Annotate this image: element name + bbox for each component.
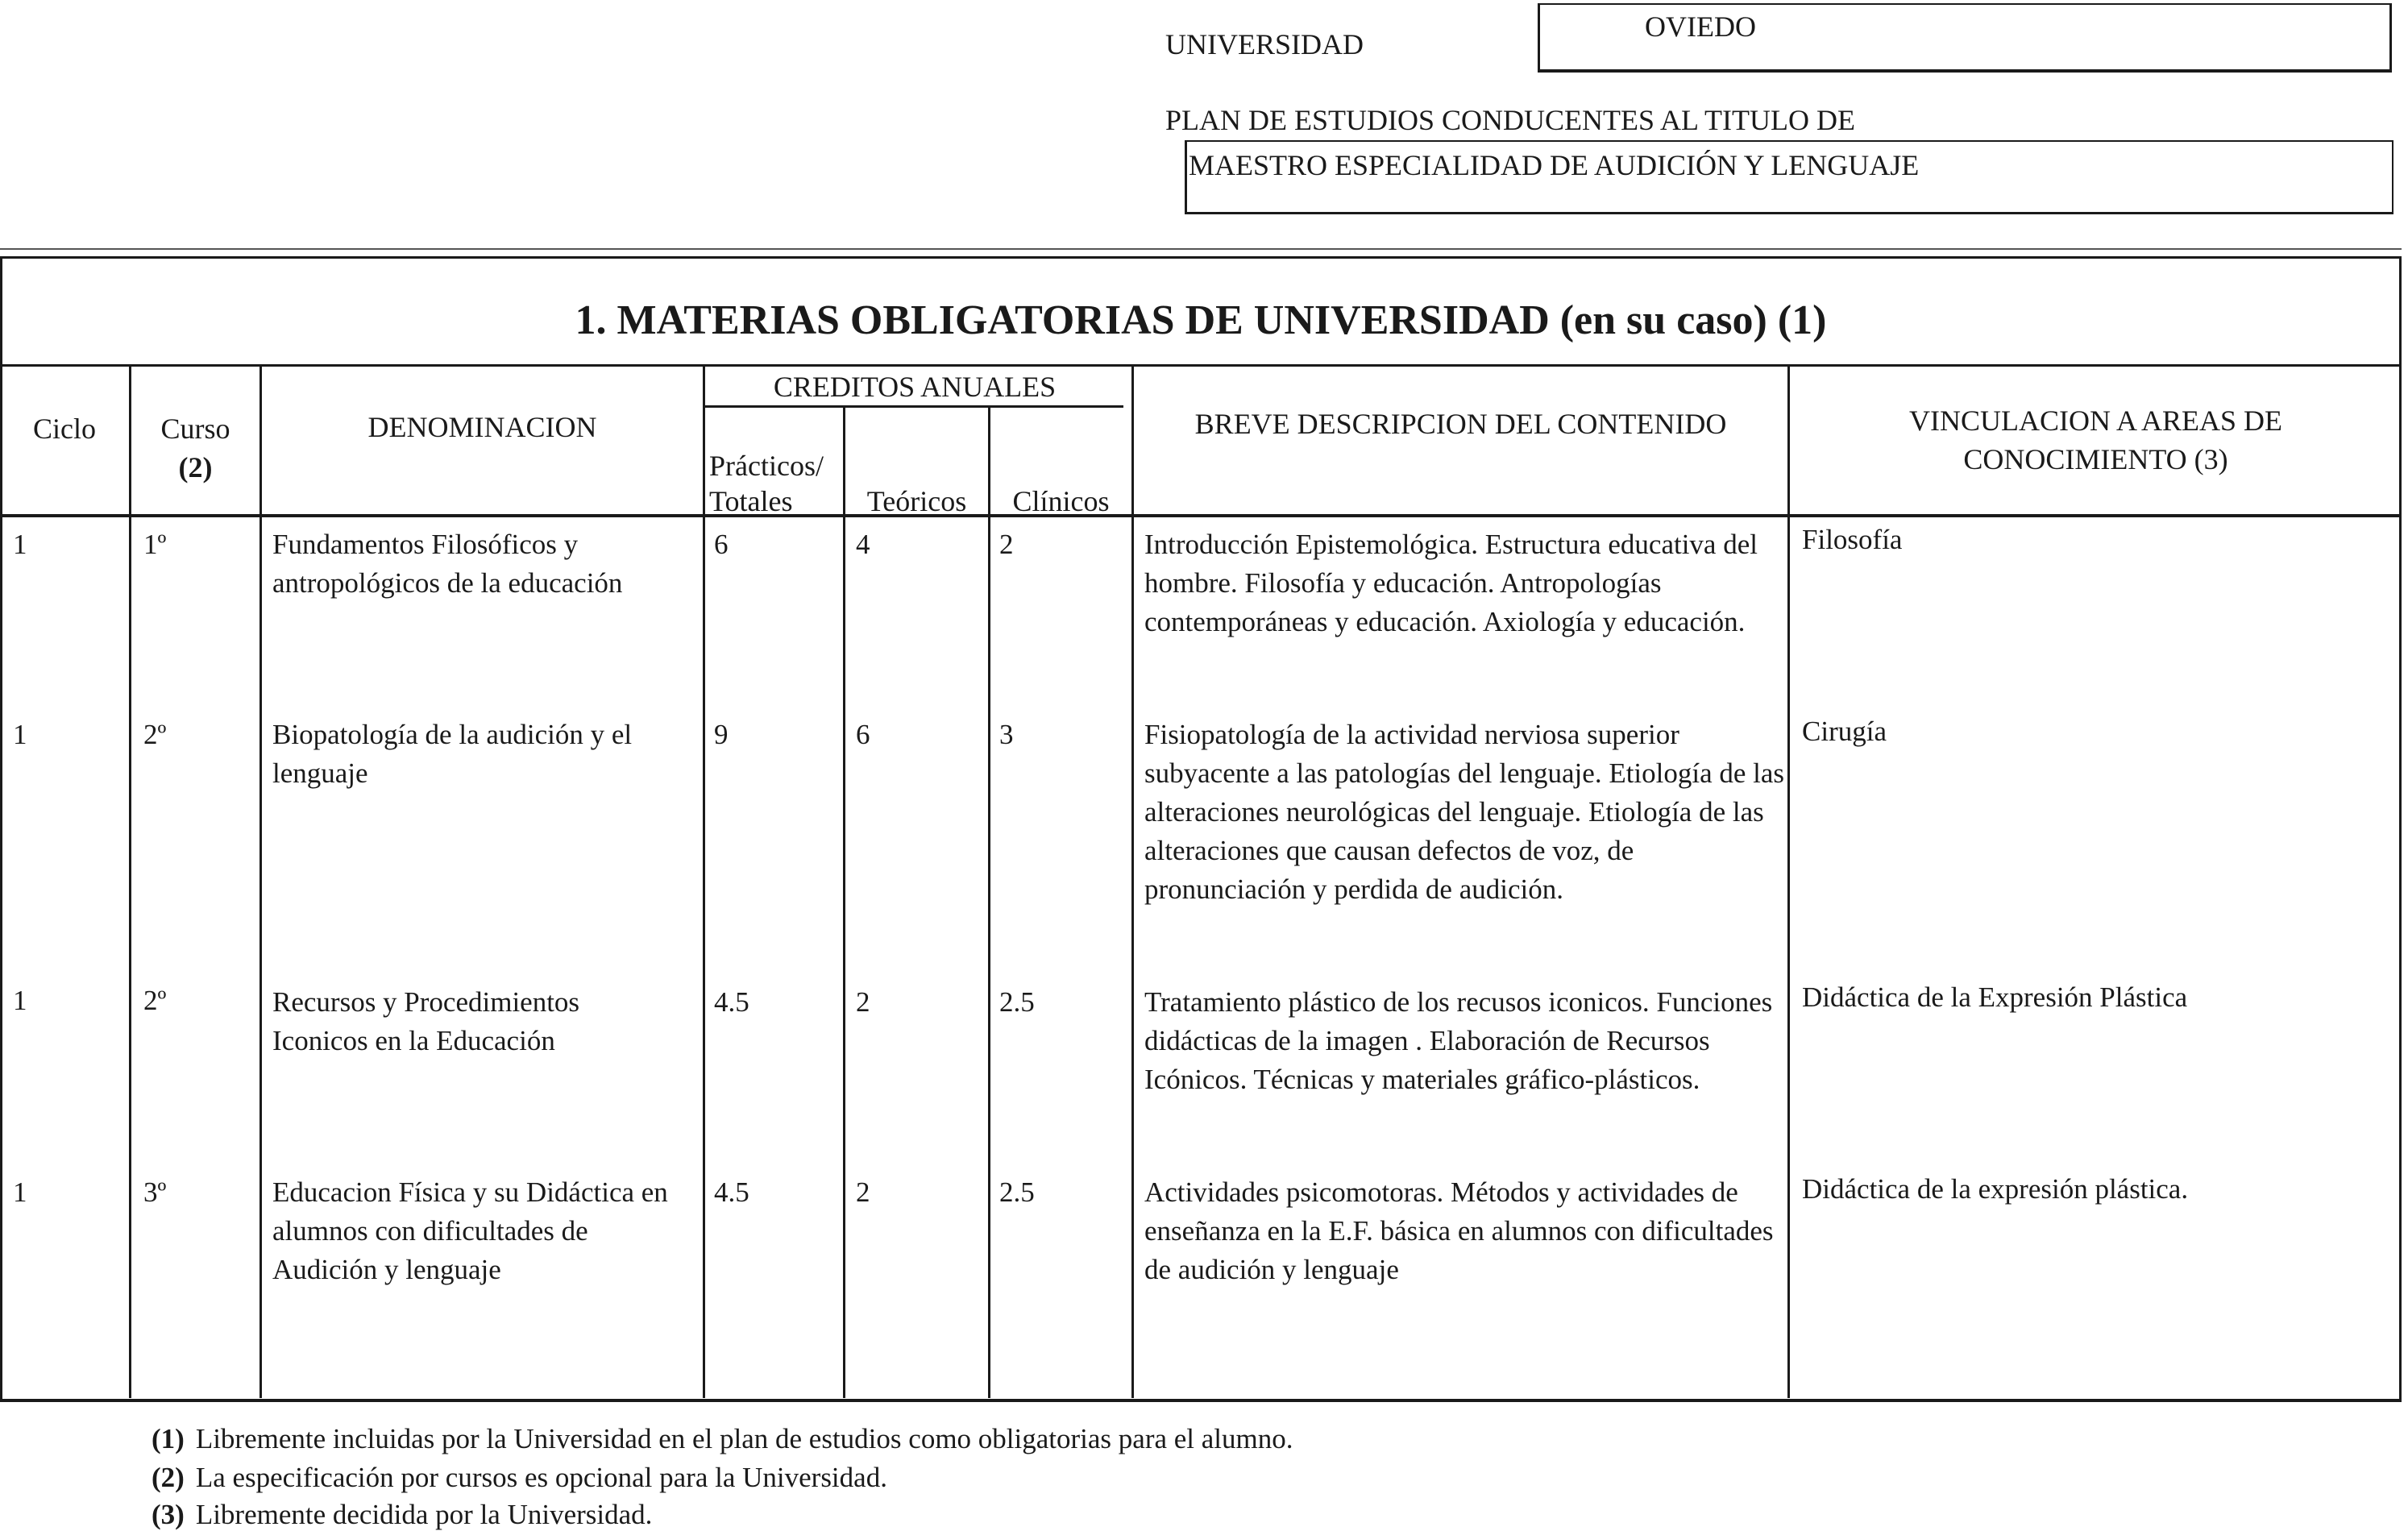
header-creditos: CREDITOS ANUALES: [773, 371, 1057, 403]
row2-ciclo: 1: [13, 719, 27, 750]
header-totales: Totales: [709, 485, 793, 517]
col-divider-curso: [259, 367, 262, 1398]
row3-vinculacion: Didáctica de la Expresión Plástica: [1802, 981, 2188, 1013]
footnote-1-text: Libremente incluidas por la Universidad en el plan de estudios como obligatorias para el alumno.: [195, 1423, 1293, 1454]
col-divider-totales: [843, 408, 845, 1398]
section-title: 1. MATERIAS OBLIGATORIAS DE UNIVERSIDAD (en su caso) (1): [575, 297, 1827, 343]
header-vinculacion-2: CONOCIMIENTO (3): [1963, 443, 2228, 475]
header-bottom-rule: [0, 514, 2402, 517]
header-curso-note: (2): [178, 451, 213, 483]
universidad-value: OVIEDO: [1645, 10, 1756, 43]
row1-vinculacion: Filosofía: [1802, 524, 1903, 555]
titulo-value: MAESTRO ESPECIALIDAD DE AUDICIÓN Y LENGUAJE: [1189, 149, 1920, 181]
footnote-3: [152, 1499, 652, 1531]
header-clinicos: Clínicos: [1012, 485, 1110, 517]
row4-vinculacion: Didáctica de la expresión plástica.: [1802, 1173, 2189, 1205]
row4-curso: 3º: [143, 1176, 167, 1208]
row3-denominacion: Recursos y Procedimientos Iconicos en la Educación: [272, 986, 580, 1056]
row3-totales: 4.5: [714, 986, 749, 1018]
row3-descripcion: Tratamiento plástico de los recusos iconicos. Funciones didácticas de la imagen . Elaboración de Recursos Icónicos. Técnicas y materiales gráfico-plásticos.: [1144, 986, 1773, 1095]
practicos-stub: [843, 408, 845, 480]
row1-totales: 6: [714, 529, 729, 560]
row4-totales: 4.5: [714, 1176, 749, 1208]
row2-teoricos: 6: [856, 719, 870, 750]
row4-descripcion: Actividades psicomotoras. Métodos y actividades de enseñanza en la E.F. básica en alumnos con dificultades de audición y lenguaje: [1144, 1176, 1774, 1285]
row2-vinculacion: Cirugía: [1802, 716, 1887, 747]
row1-denominacion: Fundamentos Filosóficos y antropológicos de la educación: [272, 529, 623, 599]
col-divider-ciclo: [129, 367, 131, 1398]
row1-ciclo: 1: [13, 529, 27, 560]
footnote-2-mark: (2): [152, 1462, 185, 1493]
header-top-rule: [0, 364, 2402, 367]
row4-clinicos: 2.5: [999, 1176, 1035, 1208]
universidad-field: [1538, 3, 2392, 73]
titulo-field: [1185, 140, 2393, 214]
footnote-2-text: La especificación por cursos es opcional para la Universidad.: [195, 1462, 887, 1493]
top-rule: [0, 248, 2402, 250]
footnote-3-text: Libremente decidida por la Universidad.: [195, 1499, 653, 1530]
row3-curso: 2º: [143, 985, 167, 1016]
header-curso: Curso: [160, 413, 230, 445]
footnote-1-mark: (1): [152, 1423, 185, 1454]
row1-descripcion: Introducción Epistemológica. Estructura educativa del hombre. Filosofía y educación. Antropologías contemporáneas y educación. Axiología y educación.: [1144, 529, 1758, 637]
row2-curso: 2º: [143, 719, 167, 750]
row2-totales: 9: [714, 719, 729, 750]
header-ciclo: Ciclo: [33, 413, 96, 445]
row1-clinicos: 2: [999, 529, 1014, 560]
col-divider-denominacion: [703, 367, 705, 1398]
row4-ciclo: 1: [13, 1176, 27, 1208]
row2-denominacion: Biopatología de la audición y el lenguaje: [272, 719, 633, 789]
universidad-label: UNIVERSIDAD: [1165, 28, 1364, 60]
header-practicos: Prácticos/: [709, 450, 824, 482]
header-vinculacion-1: VINCULACION A AREAS DE: [1908, 405, 2283, 437]
row3-clinicos: 2.5: [999, 986, 1035, 1018]
footnote-2: [152, 1462, 887, 1494]
row4-denominacion: Educacion Física y su Didáctica en alumnos con dificultades de Audición y lenguaje: [272, 1176, 668, 1285]
row1-teoricos: 4: [856, 529, 870, 560]
row3-teoricos: 2: [856, 986, 870, 1018]
row4-teoricos: 2: [856, 1176, 870, 1208]
col-divider-teoricos: [988, 408, 990, 1398]
row2-clinicos: 3: [999, 719, 1014, 750]
header-teoricos: Teóricos: [866, 485, 967, 517]
plan-label: PLAN DE ESTUDIOS CONDUCENTES AL TITULO DE: [1165, 104, 1855, 136]
footnote-1: [152, 1423, 1293, 1455]
col-divider-clinicos: [1131, 367, 1134, 1398]
header-descripcion: BREVE DESCRIPCION DEL CONTENIDO: [1194, 408, 1727, 440]
footnote-3-mark: (3): [152, 1499, 185, 1530]
row3-ciclo: 1: [13, 985, 27, 1016]
row2-descripcion: Fisiopatología de la actividad nerviosa superior subyacente a las patologías del lenguaje. Etiología de las alteraciones neurológicas del lenguaje. Etiología de las alteraciones que causan defectos de voz, de pronunciación y perdida de audición.: [1144, 719, 1785, 905]
row1-curso: 1º: [143, 529, 167, 560]
header-denominacion: DENOMINACION: [367, 411, 597, 443]
